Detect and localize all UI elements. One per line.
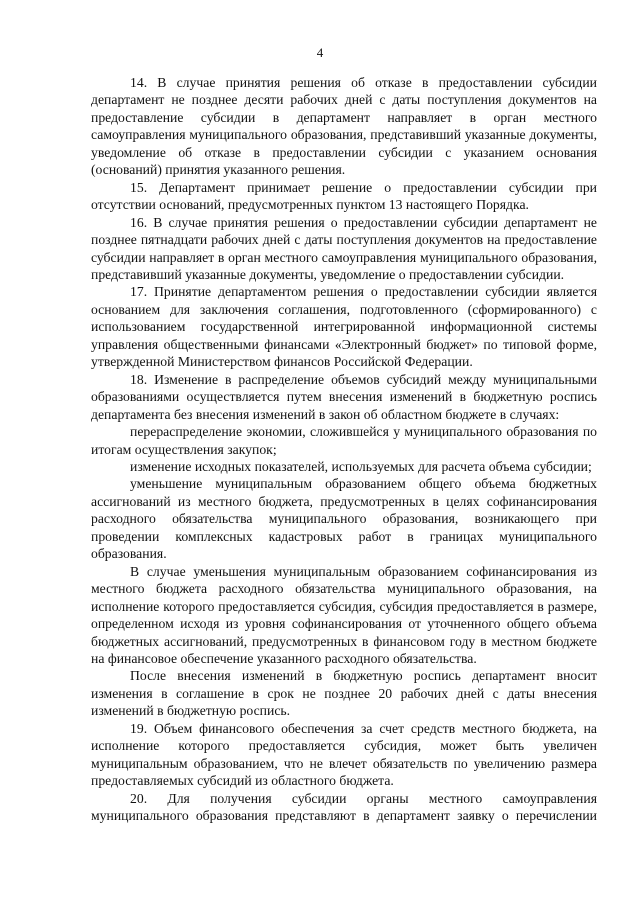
paragraph-15: 15. Департамент принимает решение о предоставлении субсидии при отсутствии оснований, предусмотренных пунктом 13 настоящего Порядка. [91, 179, 597, 213]
paragraph-20: 20. Для получения субсидии органы местного самоуправления муниципального образования представляют в департамент заявку о перечислении [91, 790, 597, 824]
paragraph-17: 17. Принятие департаментом решения о предоставлении субсидии является основанием для заключения соглашения, подготовленного (сформированного) с использованием государственной интегрированной информационной системы управления общественными финансами «Электронный бюджет» по типовой форме, утвержденной Министерством финансов Российской Федерации. [91, 284, 597, 370]
paragraph-16: 16. В случае принятия решения о предоставлении субсидии департамент не позднее пятнадцати рабочих дней с даты поступления документов на предоставление субсидии направляет в орган местного самоуправления муниципального образования, представивший указанные документы, уведомление о предоставлении субсидии. [91, 214, 597, 282]
list-item-indicators: изменение исходных показателей, используемых для расчета объема субсидии; [130, 458, 592, 474]
page-number: 4 [316, 45, 324, 60]
paragraph-cofinancing-reduction: В случае уменьшения муниципальным образованием софинансирования из местного бюджета расходного обязательства муниципального образования, на исполнение которого предоставляется субсидия, субсидия предоставляется в размере, определенном исходя из уровня софинансирования от уточненного общего объема бюджетных ассигнований, предусмотренных в финансовом году в местном бюджете на финансовое обеспечение указанного расходного обязательства. [91, 563, 597, 666]
paragraph-19: 19. Объем финансового обеспечения за счет средств местного бюджета, на исполнение которого предоставляется субсидия, может быть увеличен муниципальным образованием, что не влечет обязательств по увеличению размера предоставляемых субсидий из областного бюджета. [91, 720, 597, 789]
document-body [91, 74, 597, 824]
paragraph-14: 14. В случае принятия решения об отказе в предоставлении субсидии департамент не позднее десяти рабочих дней с даты поступления документов на предоставление субсидии в департамент направляет в орган местного самоуправления муниципального образования, представивший указанные документы, уведомление об отказе в предоставлении субсидии с указанием основания (оснований) принятия указанного решения. [91, 75, 597, 178]
paragraph-18: 18. Изменение в распределение объемов субсидий между муниципальными образованиями осуществляется путем внесения изменений в бюджетную роспись департамента без внесения изменений в закон об областном бюджете в случаях: [91, 371, 597, 422]
paragraph-agreement-changes: После внесения изменений в бюджетную роспись департамент вносит изменения в соглашение в срок не позднее 20 рабочих дней с даты внесения изменений в бюджетную роспись. [91, 668, 597, 719]
list-item-redistribution: перераспределение экономии, сложившейся у муниципального образования по итогам осуществления закупок; [91, 424, 597, 457]
list-item-reduction: уменьшение муниципальным образованием общего объема бюджетных ассигнований из местного бюджета, предусмотренных в целях софинансирования расходного обязательства муниципального образования, возникающего при проведении комплексных кадастровых работ в границах муниципального образования. [91, 476, 597, 562]
